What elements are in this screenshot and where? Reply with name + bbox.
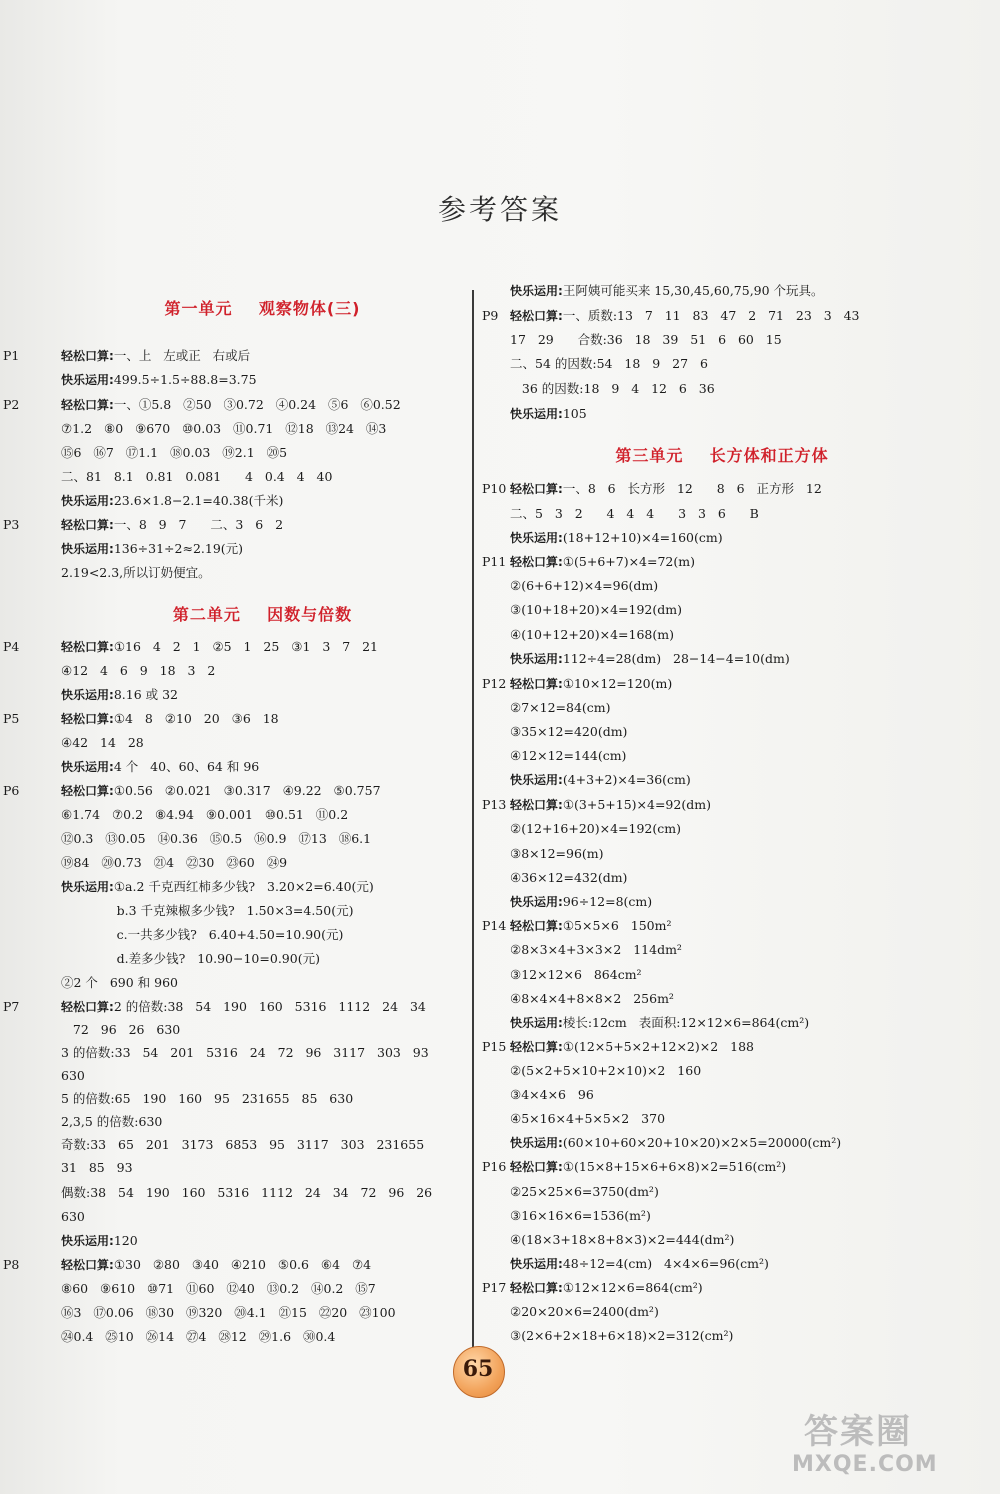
watermark-text-top: 答案圈 — [804, 1412, 912, 1452]
answer-text — [61, 758, 259, 776]
page-title: 参考答案 — [437, 193, 562, 226]
answer-label: 轻松口算: — [61, 398, 114, 412]
answer-value: 2 的倍数:38 54 190 160 5316 1112 24 34 — [113, 999, 426, 1014]
answer-label: 轻松口算: — [510, 677, 563, 691]
answer-text — [510, 650, 790, 668]
answer-text: ④8×4×4+8×8×2 256m² — [510, 991, 674, 1006]
page-ref: P6 — [3, 783, 20, 798]
answer-value: ①30 ②80 ③40 ④210 ⑤0.6 ⑥4 ⑦4 — [113, 1257, 372, 1272]
answer-text — [510, 1134, 841, 1152]
answer-text — [61, 782, 381, 800]
answer-label: 快乐运用: — [510, 652, 563, 666]
answer-value: 499.5÷1.5÷88.8=3.75 — [113, 372, 257, 387]
answer-label: 轻松口算: — [61, 518, 114, 532]
answer-value: (18+12+10)×4=160(cm) — [562, 530, 723, 545]
page-ref: P10 — [482, 481, 507, 496]
answer-value: ①4 8 ②10 20 ③6 18 — [113, 711, 279, 726]
answer-label: 快乐运用: — [510, 1257, 563, 1271]
answer-value: 112÷4=28(dm) 28−14−4=10(dm) — [562, 651, 790, 666]
answer-text: 630 — [61, 1068, 85, 1083]
answer-text — [61, 710, 279, 728]
answer-text: ⑧60 ⑨610 ⑩71 ⑪60 ⑫40 ⑬0.2 ⑭0.2 ⑮7 — [61, 1281, 376, 1296]
answer-text: ④5×16×4+5×5×2 370 — [510, 1111, 666, 1126]
answer-text — [61, 396, 401, 414]
answer-text: ③35×12=420(dm) — [510, 724, 628, 739]
answer-text: ⑫0.3 ⑬0.05 ⑭0.36 ⑮0.5 ⑯0.9 ⑰13 ⑱6.1 — [61, 831, 372, 846]
answer-text: ③12×12×6 864cm² — [510, 967, 642, 982]
answer-text: 偶数:38 54 190 160 5316 1112 24 34 72 96 26 — [61, 1185, 433, 1200]
answer-value: 4 个 40、60、64 和 96 — [113, 759, 260, 774]
answer-label: 轻松口算: — [510, 555, 563, 569]
answer-label: 轻松口算: — [61, 349, 114, 363]
column-divider — [472, 290, 474, 1348]
answer-value: (4+3+2)×4=36(cm) — [562, 772, 691, 787]
answer-text: ②(12+16+20)×4=192(cm) — [510, 821, 681, 836]
answer-label: 轻松口算: — [510, 482, 563, 496]
section-heading-unit-1: 第一单元 观察物体(三) — [164, 299, 361, 318]
answer-label: 轻松口算: — [61, 1000, 114, 1014]
answer-value: 23.6×1.8−2.1=40.38(千米) — [113, 493, 284, 508]
page-ref: P14 — [482, 918, 507, 933]
answer-text: 2.19<2.3,所以订奶便宜。 — [61, 565, 211, 580]
answer-text — [510, 480, 822, 498]
answer-text: 二、81 8.1 0.81 0.081 4 0.4 4 40 — [61, 469, 333, 484]
answer-text: 36 的因数:18 9 4 12 6 36 — [510, 381, 715, 396]
page-ref: P9 — [482, 308, 499, 323]
answer-value: ①5×5×6 150m² — [562, 918, 672, 933]
answer-text — [510, 1038, 754, 1056]
answer-value: 96÷12=8(cm) — [562, 894, 653, 909]
answer-value: 一、8 9 7 二、3 6 2 — [113, 517, 284, 532]
answer-text: ⑦1.2 ⑧0 ⑨670 ⑩0.03 ⑪0.71 ⑫18 ⑬24 ⑭3 — [61, 421, 387, 436]
answer-value: 8.16 或 32 — [113, 687, 178, 702]
watermark-logo — [782, 1404, 982, 1484]
answer-text: ⑥1.74 ⑦0.2 ⑧4.94 ⑨0.001 ⑩0.51 ⑪0.2 — [61, 807, 349, 822]
page-number: 65 — [462, 1356, 494, 1382]
answer-text — [61, 1256, 371, 1274]
page-ref: P15 — [482, 1039, 507, 1054]
answer-text — [61, 878, 374, 896]
page-ref: P7 — [3, 999, 20, 1014]
answer-text: ④12 4 6 9 18 3 2 — [61, 663, 216, 678]
answer-label: 快乐运用: — [510, 531, 563, 545]
answer-text — [61, 686, 178, 704]
answer-text: 2,3,5 的倍数:630 — [61, 1114, 163, 1129]
answer-text: 72 96 26 630 — [61, 1022, 181, 1037]
answer-text: ③(2×6+2×18+6×18)×2=312(cm²) — [510, 1328, 734, 1343]
answer-text — [510, 1279, 703, 1297]
page-ref: P4 — [3, 639, 20, 654]
answer-label: 快乐运用: — [510, 284, 563, 298]
answer-text: 二、54 的因数:54 18 9 27 6 — [510, 356, 708, 371]
answer-value: ①(5+6+7)×4=72(m) — [562, 554, 695, 569]
answer-text: ③(10+18+20)×4=192(dm) — [510, 602, 682, 617]
page-ref: P16 — [482, 1159, 507, 1174]
page-ref: P2 — [3, 397, 20, 412]
answer-text — [510, 796, 711, 814]
answer-label: 轻松口算: — [510, 309, 563, 323]
answer-text: d.差多少钱? 10.90−10=0.90(元) — [61, 951, 320, 966]
answer-label: 轻松口算: — [510, 798, 563, 812]
answer-label: 快乐运用: — [61, 688, 114, 702]
answer-text — [61, 371, 257, 389]
answer-value: ①10×12=120(m) — [562, 676, 673, 691]
page-ref: P13 — [482, 797, 507, 812]
answer-text: 17 29 合数:36 18 39 51 6 60 15 — [510, 332, 782, 347]
answer-text — [61, 347, 250, 365]
answer-text — [61, 492, 283, 510]
answer-text: ④(10+12+20)×4=168(m) — [510, 627, 674, 642]
answer-value: 一、上 左或正 右或后 — [113, 348, 251, 363]
answer-value: ①(12×5+5×2+12×2)×2 188 — [562, 1039, 754, 1054]
answer-label: 快乐运用: — [61, 760, 114, 774]
answer-value: 一、8 6 长方形 12 8 6 正方形 12 — [562, 481, 822, 496]
answer-text: ②7×12=84(cm) — [510, 700, 611, 715]
answer-value: ①12×12×6=864(cm²) — [562, 1280, 703, 1295]
answer-value: 136÷31÷2≈2.19(元) — [113, 541, 244, 556]
answer-text: ②(6+6+12)×4=96(dm) — [510, 578, 659, 593]
answer-text — [510, 1014, 809, 1032]
answer-text — [61, 1232, 138, 1250]
section-heading-unit-3: 第三单元 长方体和正方体 — [615, 446, 829, 465]
answer-value: 一、质数:13 7 11 83 47 2 71 23 3 43 — [562, 308, 860, 323]
answer-label: 快乐运用: — [61, 373, 114, 387]
answer-text: b.3 千克辣椒多少钱? 1.50×3=4.50(元) — [61, 903, 354, 918]
watermark-text-bottom: MXQE.COM — [792, 1452, 938, 1477]
answer-label: 快乐运用: — [61, 494, 114, 508]
page-ref: P8 — [3, 1257, 20, 1272]
answer-text: ㉔0.4 ㉕10 ㉖14 ㉗4 ㉘12 ㉙1.6 ㉚0.4 — [61, 1329, 336, 1344]
answer-text: 31 85 93 — [61, 1160, 133, 1175]
page-ref: P17 — [482, 1280, 507, 1295]
answer-label: 快乐运用: — [61, 880, 114, 894]
answer-text: ②(5×2+5×10+2×10)×2 160 — [510, 1063, 702, 1078]
answer-text — [510, 893, 652, 911]
answer-label: 快乐运用: — [510, 1136, 563, 1150]
answer-text — [510, 771, 691, 789]
answer-text: c.一共多少钱? 6.40+4.50=10.90(元) — [61, 927, 344, 942]
answer-label: 快乐运用: — [61, 1234, 114, 1248]
answer-text: 奇数:33 65 201 3173 6853 95 3117 303 231655 — [61, 1137, 425, 1152]
answer-value: 48÷12=4(cm) 4×4×6=96(cm²) — [562, 1256, 769, 1271]
page-number-badge — [447, 1340, 509, 1402]
answer-text: ④42 14 28 — [61, 735, 144, 750]
answer-label: 轻松口算: — [510, 1160, 563, 1174]
answer-text — [61, 998, 426, 1016]
section-heading-unit-2: 第二单元 因数与倍数 — [172, 605, 353, 624]
answer-text: ③8×12=96(m) — [510, 846, 604, 861]
answer-value: ①16 4 2 1 ②5 1 25 ③1 3 7 21 — [113, 639, 378, 654]
answer-label: 快乐运用: — [510, 407, 563, 421]
answer-label: 轻松口算: — [510, 919, 563, 933]
answer-text: ⑲84 ⑳0.73 ㉑4 ㉒30 ㉓60 ㉔9 — [61, 855, 288, 870]
answer-text: ④36×12=432(dm) — [510, 870, 628, 885]
answer-text: 二、5 3 2 4 4 4 3 3 6 B — [510, 506, 759, 521]
answer-text: 630 — [61, 1209, 85, 1224]
answer-text — [510, 1158, 786, 1176]
answer-value: 棱长:12cm 表面积:12×12×6=864(cm²) — [562, 1015, 810, 1030]
page-ref: P3 — [3, 517, 20, 532]
page-ref: P1 — [3, 348, 20, 363]
answer-text — [510, 282, 824, 300]
answer-text: ②2 个 690 和 960 — [61, 975, 179, 990]
answer-text: ②20×20×6=2400(dm²) — [510, 1304, 659, 1319]
answer-label: 轻松口算: — [61, 1258, 114, 1272]
answer-label: 轻松口算: — [510, 1040, 563, 1054]
answer-label: 轻松口算: — [61, 784, 114, 798]
page-ref: P5 — [3, 711, 20, 726]
page-ref: P11 — [482, 554, 507, 569]
answer-text: ③4×4×6 96 — [510, 1087, 594, 1102]
answer-value: ①(15×8+15×6+6×8)×2=516(cm²) — [562, 1159, 787, 1174]
answer-value: (60×10+60×20+10×20)×2×5=20000(cm²) — [562, 1135, 842, 1150]
page-ref: P12 — [482, 676, 507, 691]
answer-value: ①(3+5+15)×4=92(dm) — [562, 797, 711, 812]
answer-value: 一、①5.8 ②50 ③0.72 ④0.24 ⑤6 ⑥0.52 — [113, 397, 401, 412]
answer-value: ①0.56 ②0.021 ③0.317 ④9.22 ⑤0.757 — [113, 783, 381, 798]
answer-value: 王阿姨可能买来 15,30,45,60,75,90 个玩具。 — [562, 283, 824, 298]
answer-text — [510, 529, 723, 547]
answer-value: 120 — [113, 1233, 138, 1248]
answer-label: 轻松口算: — [61, 712, 114, 726]
answer-text — [61, 540, 243, 558]
answer-label: 快乐运用: — [61, 542, 114, 556]
answer-text: ⑯3 ⑰0.06 ⑱30 ⑲320 ⑳4.1 ㉑15 ㉒20 ㉓100 — [61, 1305, 396, 1320]
answer-text — [510, 553, 695, 571]
answer-label: 快乐运用: — [510, 895, 563, 909]
answer-label: 快乐运用: — [510, 1016, 563, 1030]
answer-text: ②25×25×6=3750(dm²) — [510, 1184, 659, 1199]
answer-text: ④(18×3+18×8+8×3)×2=444(dm²) — [510, 1232, 735, 1247]
answer-text: ⑮6 ⑯7 ⑰1.1 ⑱0.03 ⑲2.1 ⑳5 — [61, 445, 288, 460]
answer-text — [61, 638, 378, 656]
answer-value: 105 — [562, 406, 587, 421]
answer-text — [510, 675, 672, 693]
answer-label: 轻松口算: — [510, 1281, 563, 1295]
answer-text: ③16×16×6=1536(m²) — [510, 1208, 651, 1223]
answer-value: ①a.2 千克西红柿多少钱? 3.20×2=6.40(元) — [113, 879, 374, 894]
answer-text: 3 的倍数:33 54 201 5316 24 72 96 3117 303 93 — [61, 1045, 429, 1060]
answer-text — [510, 917, 671, 935]
answer-text — [61, 516, 283, 534]
answer-label: 快乐运用: — [510, 773, 563, 787]
answer-text: 5 的倍数:65 190 160 95 231655 85 630 — [61, 1091, 354, 1106]
answer-label: 轻松口算: — [61, 640, 114, 654]
answer-text — [510, 307, 860, 325]
answer-text: ②8×3×4+3×3×2 114dm² — [510, 942, 682, 957]
answer-text: ④12×12=144(cm) — [510, 748, 627, 763]
answer-text — [510, 1255, 769, 1273]
answer-text — [510, 405, 587, 423]
